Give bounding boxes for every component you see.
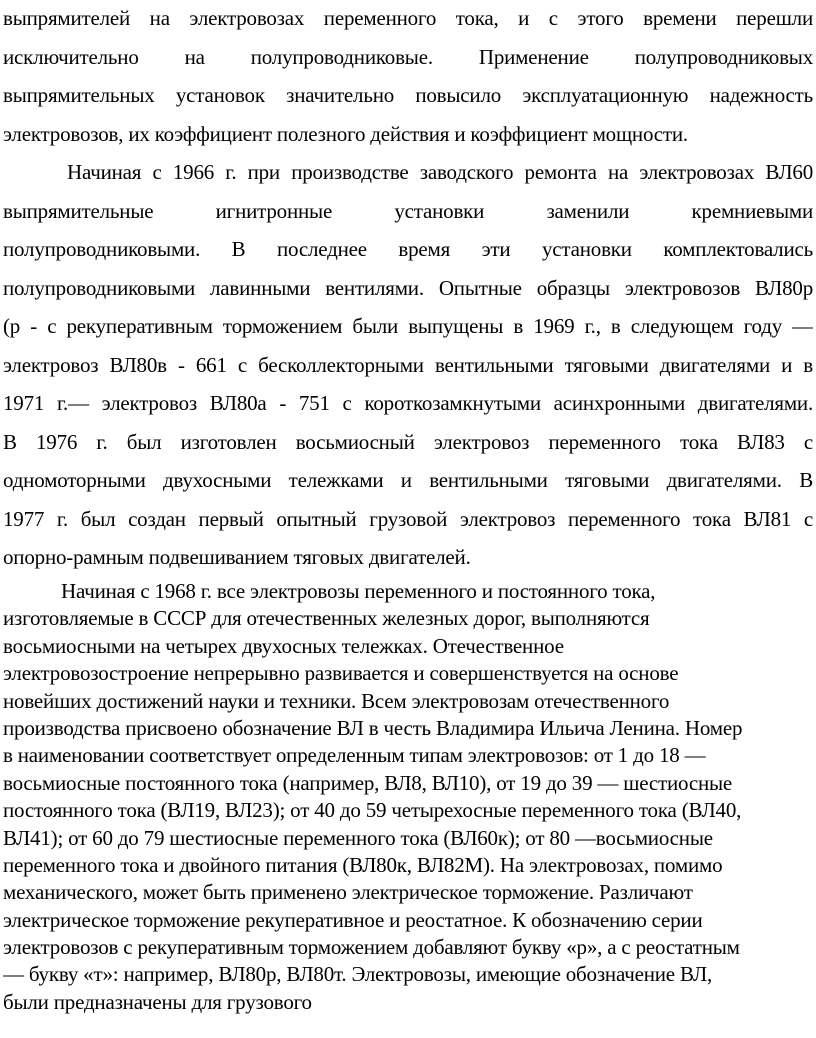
text-line: выпрямительных установок значительно повысило эксплуатационную надежность xyxy=(3,83,813,107)
text-line: механического, может быть применено электрическое торможение. Различают xyxy=(3,880,693,905)
text-line: электровоз ВЛ80в - 661 с бесколлекторными вентильными тяговыми двигателями и в xyxy=(3,352,813,377)
text-line: — букву «т»: например, ВЛ80р, ВЛ80т. Электровозы, имеющие обозначение ВЛ, xyxy=(3,962,713,987)
text-line: ВЛ41); от 60 до 79 шестиосные переменного тока (ВЛ60к); от 80 —восьмиосные xyxy=(3,825,713,850)
text-line: 1971 г.— электровоз ВЛ80а - 751 с короткозамкнутыми асинхронными двигателями. xyxy=(3,391,813,415)
text-line: были предназначены для грузового xyxy=(3,989,312,1014)
text-line: опорно-рамным подвешиванием тяговых двигателей. xyxy=(3,545,471,569)
text-line: электровозов, их коэффициент полезного действия и коэффициент мощности. xyxy=(3,121,688,146)
paragraph-2 xyxy=(3,154,813,578)
text-line: одномоторными двухосными тележками и вентильными тяговыми двигателями. В xyxy=(3,468,813,492)
text-line: электровозов с рекуперативным торможением добавляют букву «р», а с реостатным xyxy=(3,935,740,960)
text-line: переменного тока и двойного питания (ВЛ80к, ВЛ82М). На электровозах, помимо xyxy=(3,852,723,877)
text-line: полупроводниковыми лавинными вентилями. Опытные образцы электровозов ВЛ80р xyxy=(3,275,813,300)
paragraph-1 xyxy=(3,0,813,154)
text-line: выпрямительные игнитронные установки заменили кремниевыми xyxy=(3,198,813,223)
text-line: 1977 г. был создан первый опытный грузовой электровоз переменного тока ВЛ81 с xyxy=(3,506,813,531)
text-line: восьмиосными на четырех двухосных тележках. Отечественное xyxy=(3,633,564,658)
text-line: в наименовании соответствует определенным типам электровозов: от 1 до 18 — xyxy=(3,743,706,768)
text-line: постоянного тока (ВЛ19, ВЛ23); от 40 до 59 четырехосные переменного тока (ВЛ40, xyxy=(3,798,742,823)
text-line: Начиная с 1966 г. при производстве заводского ремонта на электровозах ВЛ60 xyxy=(67,160,813,184)
text-line: восьмиосные постоянного тока (например, ВЛ8, ВЛ10), от 19 до 39 — шестиосные xyxy=(3,770,733,795)
paragraph-3 xyxy=(3,578,815,1016)
text-line: производства присвоено обозначение ВЛ в честь Владимира Ильича Ленина. Номер xyxy=(3,715,743,740)
text-line: исключительно на полупроводниковые. Применение полупроводниковых xyxy=(3,44,813,69)
text-line: новейших достижений науки и техники. Всем электровозам отечественного xyxy=(3,688,670,713)
text-line: изготовляемые в СССР для отечественных железных дорог, выполняются xyxy=(3,606,650,631)
text-line: полупроводниковыми. В последнее время эти установки комплектовались xyxy=(3,237,813,261)
text-line: выпрямителей на электровозах переменного тока, и с этого времени перешли xyxy=(3,6,813,30)
text-line: В 1976 г. был изготовлен восьмиосный электровоз переменного тока ВЛ83 с xyxy=(3,429,813,454)
text-line: электрическое торможение рекуперативное и реостатное. К обозначению серии xyxy=(3,907,703,932)
text-line: электровозостроение непрерывно развивается и совершенствуется на основе xyxy=(3,661,679,686)
text-line: (р - с рекуперативным торможением были выпущены в 1969 г., в следующем году — xyxy=(3,314,813,338)
text-line: Начиная с 1968 г. все электровозы переменного и постоянного тока, xyxy=(61,579,656,603)
